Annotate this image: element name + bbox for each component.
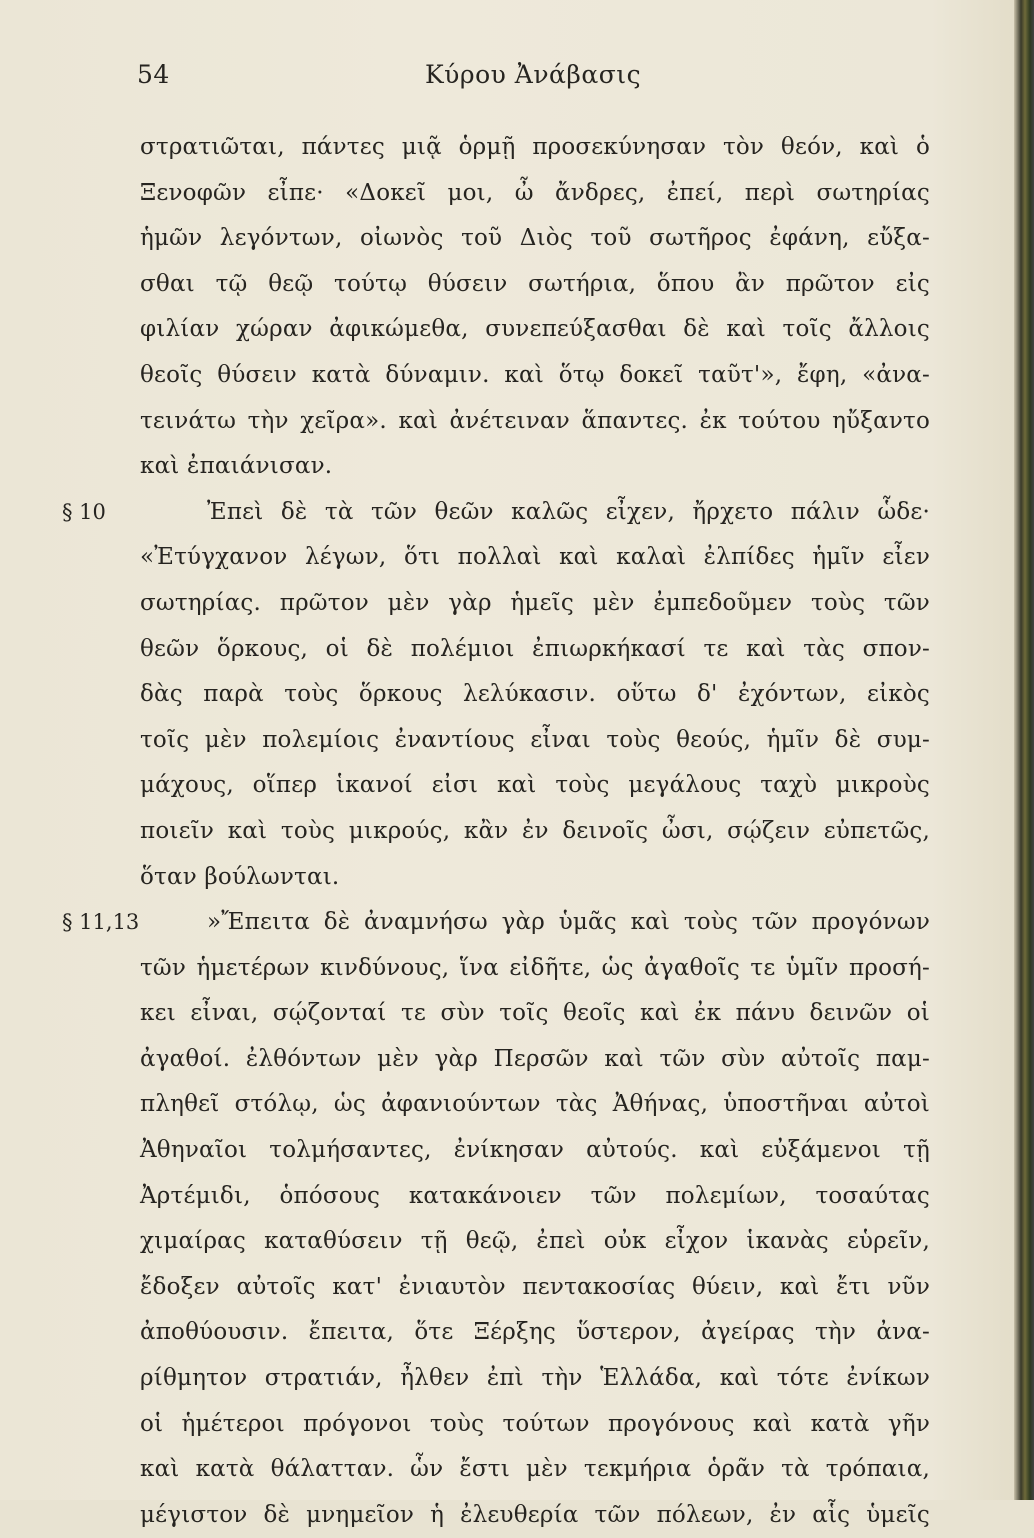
text-line <box>0 1447 1034 1493</box>
section-marker: § 11,13 <box>62 910 140 935</box>
text-line <box>0 1037 1034 1083</box>
line-text: ρίθμητον στρατιάν, ἦλθεν ἐπὶ τὴν Ἑλλάδα, καὶ τότε ἐνίκων <box>140 1365 930 1392</box>
text-line <box>0 490 1034 536</box>
line-text: δὰς παρὰ τοὺς ὅρκους λελύκασιν. οὕτω δ' ἐχόντων, εἰκὸς <box>140 681 930 708</box>
text-line <box>0 216 1034 262</box>
line-text: «Ἐτύγχανον λέγων, ὅτι πολλαὶ καὶ καλαὶ ἐλπίδες ἡμῖν εἶεν <box>140 544 930 571</box>
page-number: 54 <box>137 60 170 89</box>
line-text: »Ἔπειτα δὲ ἀναμνήσω γὰρ ὑμᾶς καὶ τοὺς τῶν προγόνων <box>207 909 930 936</box>
line-text: σθαι τῷ θεῷ τούτῳ θύσειν σωτήρια, ὅπου ἂν πρῶτον εἰς <box>140 270 930 297</box>
text-line <box>0 672 1034 718</box>
text-line <box>0 855 1034 901</box>
line-text: τεινάτω τὴν χεῖρα». καὶ ἀνέτειναν ἅπαντες. ἐκ τούτου ηὔξαντο <box>140 407 930 434</box>
text-line <box>0 718 1034 764</box>
line-text: πληθεῖ στόλῳ, ὡς ἀφανιούντων τὰς Ἀθήνας, ὑποστῆναι αὐτοὶ <box>140 1091 930 1118</box>
page-header <box>0 60 1034 100</box>
text-line <box>0 262 1034 308</box>
line-text: στρατιῶται, πάντες μιᾷ ὁρμῇ προσεκύνησαν τὸν θεόν, καὶ ὁ <box>140 134 930 160</box>
text-line <box>0 581 1034 627</box>
line-text: καὶ κατὰ θάλατταν. ὧν ἔστι μὲν τεκμήρια ὁρᾶν τὰ τρόπαια, <box>140 1456 930 1483</box>
line-text: τοῖς μὲν πολεμίοις ἐναντίους εἶναι τοὺς θεούς, ἡμῖν δὲ συμ- <box>140 726 930 753</box>
line-text: ὅταν βούλωνται. <box>140 863 340 890</box>
line-text: ἔδοξεν αὐτοῖς κατ' ἐνιαυτὸν πεντακοσίας θύειν, καὶ ἔτι νῦν <box>140 1273 930 1300</box>
text-line <box>0 946 1034 992</box>
line-text: ἀποθύουσιν. ἔπειτα, ὅτε Ξέρξης ὕστερον, ἀγείρας τὴν ἀνα- <box>140 1319 930 1346</box>
text-line <box>0 1128 1034 1174</box>
text-line <box>0 1310 1034 1356</box>
line-text: φιλίαν χώραν ἀφικώμεθα, συνεπεύξασθαι δὲ καὶ τοῖς ἄλλοις <box>140 316 930 343</box>
text-line <box>0 1402 1034 1448</box>
text-line <box>0 809 1034 855</box>
text-line <box>0 763 1034 809</box>
line-text: μάχους, οἵπερ ἱκανοί εἰσι καὶ τοὺς μεγάλους ταχὺ μικροὺς <box>140 772 930 799</box>
text-line <box>0 535 1034 581</box>
text-line <box>0 1174 1034 1220</box>
text-line <box>0 399 1034 445</box>
section-marker: § 10 <box>62 499 106 524</box>
text-line <box>0 353 1034 399</box>
line-text: Ἐπεὶ δὲ τὰ τῶν θεῶν καλῶς εἶχεν, ἤρχετο πάλιν ὧδε· <box>207 498 930 525</box>
line-text: ἡμῶν λεγόντων, οἰωνὸς τοῦ Διὸς τοῦ σωτῆρος ἐφάνη, εὔξα- <box>140 225 930 252</box>
text-line <box>0 1356 1034 1402</box>
text-line <box>0 900 1034 946</box>
line-text: οἱ ἡμέτεροι πρόγονοι τοὺς τούτων προγόνους καὶ κατὰ γῆν <box>140 1410 930 1437</box>
body-text <box>0 125 1034 1538</box>
text-line <box>0 1219 1034 1265</box>
line-text: σωτηρίας. πρῶτον μὲν γὰρ ἡμεῖς μὲν ἐμπεδοῦμεν τοὺς τῶν <box>140 589 930 616</box>
line-text: Ἀθηναῖοι τολμήσαντες, ἐνίκησαν αὐτούς. καὶ εὐξάμενοι τῇ <box>140 1137 930 1164</box>
line-text: χιμαίρας καταθύσειν τῇ θεῷ, ἐπεὶ οὐκ εἶχον ἱκανὰς εὑρεῖν, <box>140 1228 930 1255</box>
line-text: κει εἶναι, σῴζονταί τε σὺν τοῖς θεοῖς καὶ ἐκ πάνυ δεινῶν οἱ <box>140 1000 930 1027</box>
text-line <box>0 171 1034 217</box>
line-text: θεοῖς θύσειν κατὰ δύναμιν. καὶ ὅτῳ δοκεῖ ταῦτ'», ἔφη, «ἀνα- <box>140 361 930 388</box>
line-text: τῶν ἡμετέρων κινδύνους, ἵνα εἰδῆτε, ὡς ἀγαθοῖς τε ὑμῖν προσή- <box>140 954 930 981</box>
text-line <box>0 1265 1034 1311</box>
text-line <box>0 125 1034 171</box>
line-text: θεῶν ὅρκους, οἱ δὲ πολέμιοι ἐπιωρκήκασί τε καὶ τὰς σπον- <box>140 635 930 662</box>
line-text: ποιεῖν καὶ τοὺς μικρούς, κἂν ἐν δεινοῖς ὦσι, σῴζειν εὐπετῶς, <box>140 817 930 844</box>
text-line <box>0 307 1034 353</box>
running-title: Κύρου Ἀνάβασις <box>425 60 642 89</box>
line-text: ἀγαθοί. ἐλθόντων μὲν γὰρ Περσῶν καὶ τῶν σὺν αὐτοῖς παμ- <box>140 1045 930 1072</box>
line-text: καὶ ἐπαιάνισαν. <box>140 453 333 480</box>
line-text: Ἀρτέμιδι, ὁπόσους κατακάνοιεν τῶν πολεμίων, τοσαύτας <box>140 1182 930 1209</box>
line-text: Ξενοφῶν εἶπε· «Δοκεῖ μοι, ὦ ἄνδρες, ἐπεί, περὶ σωτηρίας <box>140 179 930 206</box>
text-line <box>0 1082 1034 1128</box>
book-spine-edge <box>1014 0 1034 1500</box>
text-line <box>0 991 1034 1037</box>
text-line <box>0 627 1034 673</box>
text-line <box>0 444 1034 490</box>
line-text: μέγιστον δὲ μνημεῖον ἡ ἐλευθερία τῶν πόλεων, ἐν αἷς ὑμεῖς <box>140 1501 930 1528</box>
